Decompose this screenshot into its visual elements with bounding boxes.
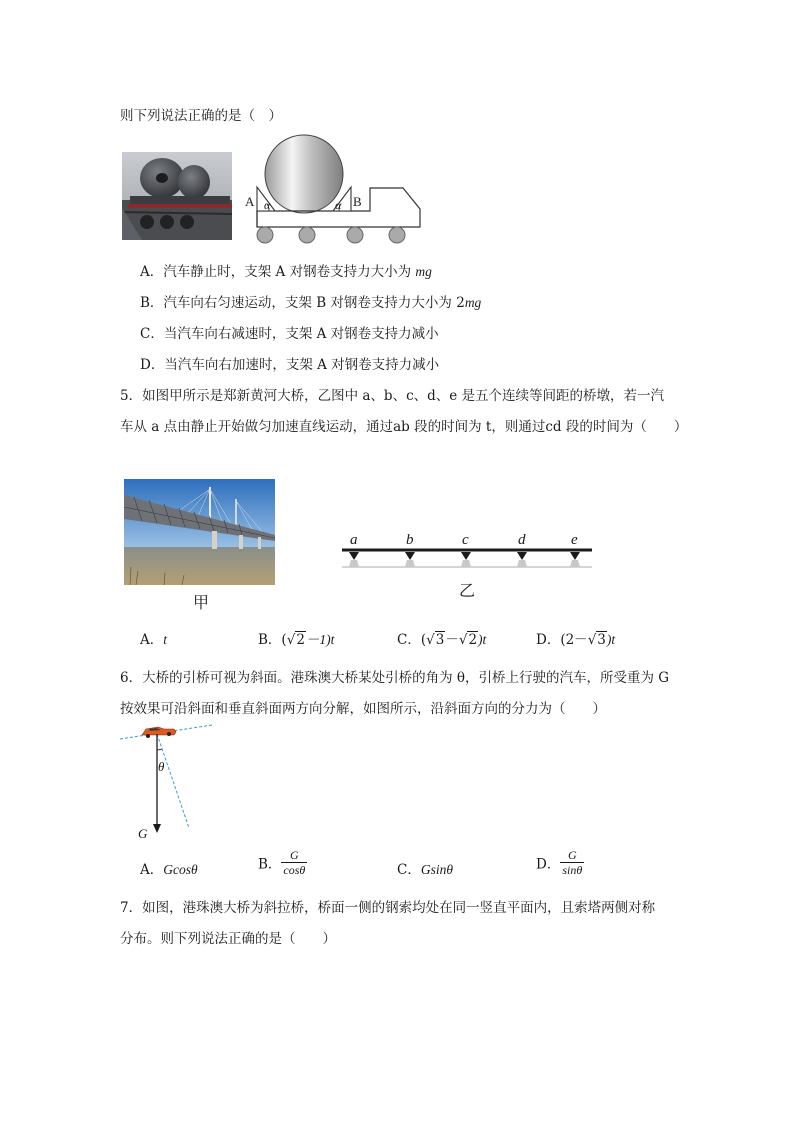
q6-option-a: A．Gcosθ bbox=[140, 862, 198, 878]
alpha-left: α bbox=[264, 198, 271, 212]
theta-label: θ bbox=[158, 759, 165, 774]
pier-b bbox=[405, 552, 415, 560]
steel-coil bbox=[265, 135, 343, 213]
car-icon bbox=[142, 727, 176, 738]
q5-option-a: A．t bbox=[140, 632, 168, 648]
alpha-right: α bbox=[335, 198, 342, 212]
q6-option-c: C．Gsinθ bbox=[397, 862, 453, 878]
q6-option-d: D． $\frac{G}{\sin\theta}$ bbox=[536, 848, 583, 877]
pier-label-b: b bbox=[406, 532, 414, 548]
fraction-g-over-sin: $\frac{G}{\sin\theta}$ bbox=[562, 848, 583, 877]
pier-d bbox=[517, 552, 527, 560]
yellow-river-bridge-photo bbox=[124, 479, 275, 585]
pier-a bbox=[349, 552, 359, 560]
pier-e bbox=[570, 552, 580, 560]
steel-coil-photo bbox=[122, 152, 232, 240]
pier-label-e: e bbox=[571, 532, 578, 548]
q5-option-b: B．(√2－1)t bbox=[258, 632, 335, 648]
q6-stem-line1: 6．大桥的引桥可视为斜面。港珠澳大桥某处引桥的角为 θ，引桥上行驶的汽车，所受重为 G bbox=[120, 670, 670, 686]
coil-truck-diagram bbox=[240, 132, 424, 247]
pier-c bbox=[461, 552, 471, 560]
q5-stem-line1: 5．如图甲所示是郑新黄河大桥，乙图中 a、b、c、d、e 是五个连续等间距的桥墩，若一汽 bbox=[120, 388, 665, 404]
pier-label-c: c bbox=[462, 532, 469, 548]
force-diagram bbox=[120, 720, 215, 845]
q5-stem-line2: 车从 a 点由静止开始做匀加速直线运动，通过ab 段的时间为 t，则通过cd 段的时间为（ ） bbox=[120, 419, 688, 435]
q4-option-a: A．汽车静止时，支架 A 对钢卷支持力大小为 mg bbox=[140, 264, 432, 280]
q4-option-d: D．当汽车向右加速时，支架 A 对钢卷支持力减小 bbox=[140, 357, 440, 373]
q4-option-c: C．当汽车向右减速时，支架 A 对钢卷支持力减小 bbox=[140, 326, 439, 342]
q6-option-b: B． $\frac{G}{\cos\theta}$ bbox=[258, 848, 306, 877]
q4-stem: 则下列说法正确的是（ ） bbox=[120, 108, 282, 124]
caption-jia: 甲 bbox=[193, 593, 210, 612]
q6-stem-line2: 按效果可沿斜面和垂直斜面两方向分解，如图所示，沿斜面方向的分力为（ ） bbox=[120, 701, 606, 717]
pier-label-a: a bbox=[350, 532, 358, 548]
caption-yi: 乙 bbox=[459, 581, 476, 600]
label-b: B bbox=[353, 194, 362, 209]
pier-label-d: d bbox=[518, 532, 526, 548]
g-label: G bbox=[138, 826, 148, 841]
fraction-g-over-cos: $\frac{G}{\cos\theta}$ bbox=[283, 848, 306, 877]
q4-option-b: B．汽车向右匀速运动，支架 B 对钢卷支持力大小为 2mg bbox=[140, 295, 482, 311]
q7-stem-line2: 分布。则下列说法正确的是（ ） bbox=[120, 931, 336, 947]
q7-stem-line1: 7．如图，港珠澳大桥为斜拉桥，桥面一侧的钢索均处在同一竖直平面内，且索塔两侧对称 bbox=[120, 900, 656, 916]
pier-diagram bbox=[340, 528, 594, 574]
label-a: A bbox=[245, 194, 255, 209]
q5-option-d: D．(2－√3)t bbox=[536, 632, 616, 648]
q5-option-c: C．(√3－√2)t bbox=[397, 632, 487, 648]
